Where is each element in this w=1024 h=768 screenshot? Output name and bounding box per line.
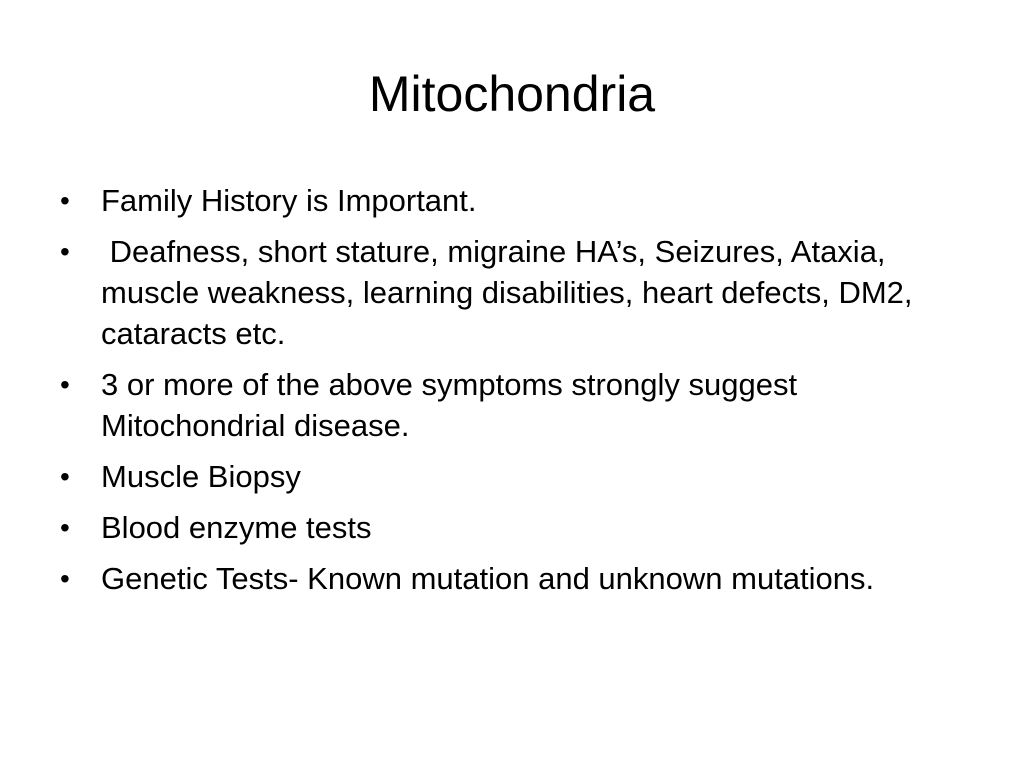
- bullet-item: [60, 231, 960, 354]
- bullet-text: Family History is Important.: [101, 183, 477, 218]
- bullet-text: Muscle Biopsy: [101, 459, 301, 494]
- bullet-icon: •: [60, 461, 70, 492]
- bullet-icon: •: [60, 185, 70, 216]
- bullet-item: [60, 180, 960, 221]
- bullet-text: Blood enzyme tests: [101, 510, 372, 545]
- bullet-item: [60, 558, 960, 599]
- slide-title: Mitochondria: [368, 66, 656, 122]
- bullet-item: [60, 364, 960, 446]
- bullet-item: [60, 456, 960, 497]
- bullet-list: [60, 180, 960, 609]
- bullet-icon: •: [60, 512, 70, 543]
- bullet-item: [60, 507, 960, 548]
- bullet-icon: •: [60, 369, 70, 400]
- bullet-text: 3 or more of the above symptoms strongly suggest Mitochondrial disease.: [101, 367, 798, 443]
- bullet-icon: •: [60, 236, 70, 267]
- bullet-text: Deafness, short stature, migraine HA’s, Seizures, Ataxia, muscle weakness, learning disabilities, heart defects, DM2, cataracts etc.: [101, 234, 922, 351]
- bullet-icon: •: [60, 563, 70, 594]
- bullet-text: Genetic Tests- Known mutation and unknown mutations.: [101, 561, 875, 596]
